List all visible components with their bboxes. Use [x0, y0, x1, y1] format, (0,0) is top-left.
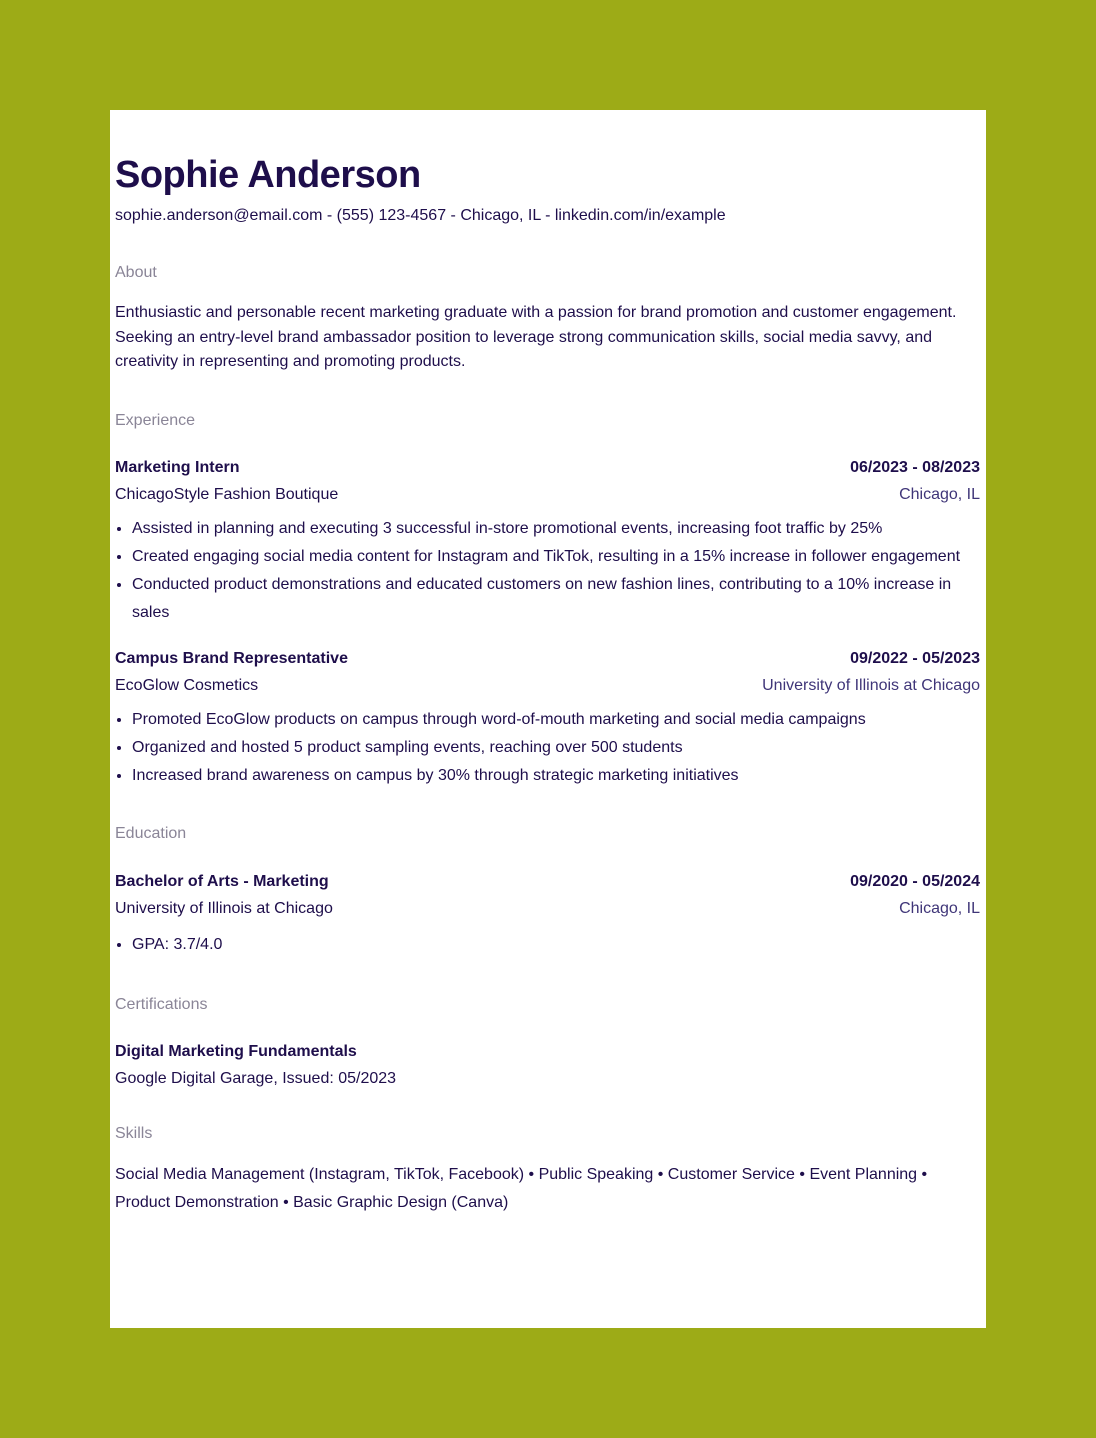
job-dates: 09/2022 - 05/2023: [850, 649, 980, 667]
job-location: University of Illinois at Chicago: [762, 676, 980, 694]
job-location: Chicago, IL: [899, 485, 980, 503]
education-dates: 09/2020 - 05/2024: [850, 872, 980, 890]
job-dates: 06/2023 - 08/2023: [850, 458, 980, 476]
resume-page: [110, 110, 986, 1328]
bullet-item: • GPA: 3.7/4.0: [132, 931, 980, 959]
degree: Bachelor of Arts - Marketing: [115, 872, 329, 890]
section-title-certifications: Certifications: [115, 995, 208, 1013]
company-name: ChicagoStyle Fashion Boutique: [115, 485, 339, 503]
bullet-item: • Conducted product demonstrations and educated customers on new fashion lines, contributing to a 10% increase in sales: [132, 571, 980, 627]
experience-bullets: [115, 515, 980, 627]
certification-issuer-line: [115, 1069, 980, 1089]
bullet-item: • Promoted EcoGlow products on campus through word-of-mouth marketing and social media campaigns: [132, 706, 980, 734]
bullet-item: • Organized and hosted 5 product sampling events, reaching over 500 students: [132, 734, 980, 762]
contact-line: sophie.anderson@email.com - (555) 123-4567 - Chicago, IL - linkedin.com/in/example: [115, 207, 726, 224]
bullet-item: • Increased brand awareness on campus by 30% through strategic marketing initiatives: [132, 762, 980, 790]
education-header-row: [115, 872, 980, 892]
job-title: Marketing Intern: [115, 458, 240, 476]
bullet-item: • Created engaging social media content for Instagram and TikTok, resulting in a 15% increase in follower engagement: [132, 543, 980, 571]
education-bullets: [115, 931, 980, 959]
experience-subheader-row: [115, 676, 980, 696]
company-name: EcoGlow Cosmetics: [115, 676, 259, 694]
candidate-name: Sophie Anderson: [115, 154, 421, 196]
skills-text: Social Media Management (Instagram, TikTok, Facebook) • Public Speaking • Customer Service • Event Planning • Product Demonstration • Basic Graphic Design (Canva): [115, 1165, 928, 1211]
job-title: Campus Brand Representative: [115, 649, 348, 667]
experience-bullets: [115, 706, 980, 790]
certification-issued-date: , Issued: 05/2023: [273, 1069, 397, 1087]
education-entry: [115, 872, 980, 959]
experience-entry: [115, 458, 980, 627]
section-title-about: About: [115, 264, 157, 281]
school-name: University of Illinois at Chicago: [115, 899, 333, 917]
section-title-experience: Experience: [115, 411, 196, 429]
section-title-skills: Skills: [115, 1124, 153, 1142]
certification-name: Digital Marketing Fundamentals: [115, 1042, 357, 1060]
experience-entry: [115, 649, 980, 790]
section-title-education: Education: [115, 824, 187, 842]
about-text: Enthusiastic and personable recent marketing graduate with a passion for brand promotion and customer engagement. Seeking an entry-level brand ambassador position to leverage strong communication skills, social media savvy, and creativity in representing and promoting products.: [115, 304, 957, 370]
education-subheader-row: [115, 899, 980, 919]
bullet-item: • Assisted in planning and executing 3 successful in-store promotional events, increasing foot traffic by 25%: [132, 515, 980, 543]
experience-header-row: [115, 458, 980, 478]
certification-issuer: Google Digital Garage: [115, 1069, 274, 1087]
experience-header-row: [115, 649, 980, 669]
school-location: Chicago, IL: [899, 899, 980, 917]
experience-subheader-row: [115, 485, 980, 505]
